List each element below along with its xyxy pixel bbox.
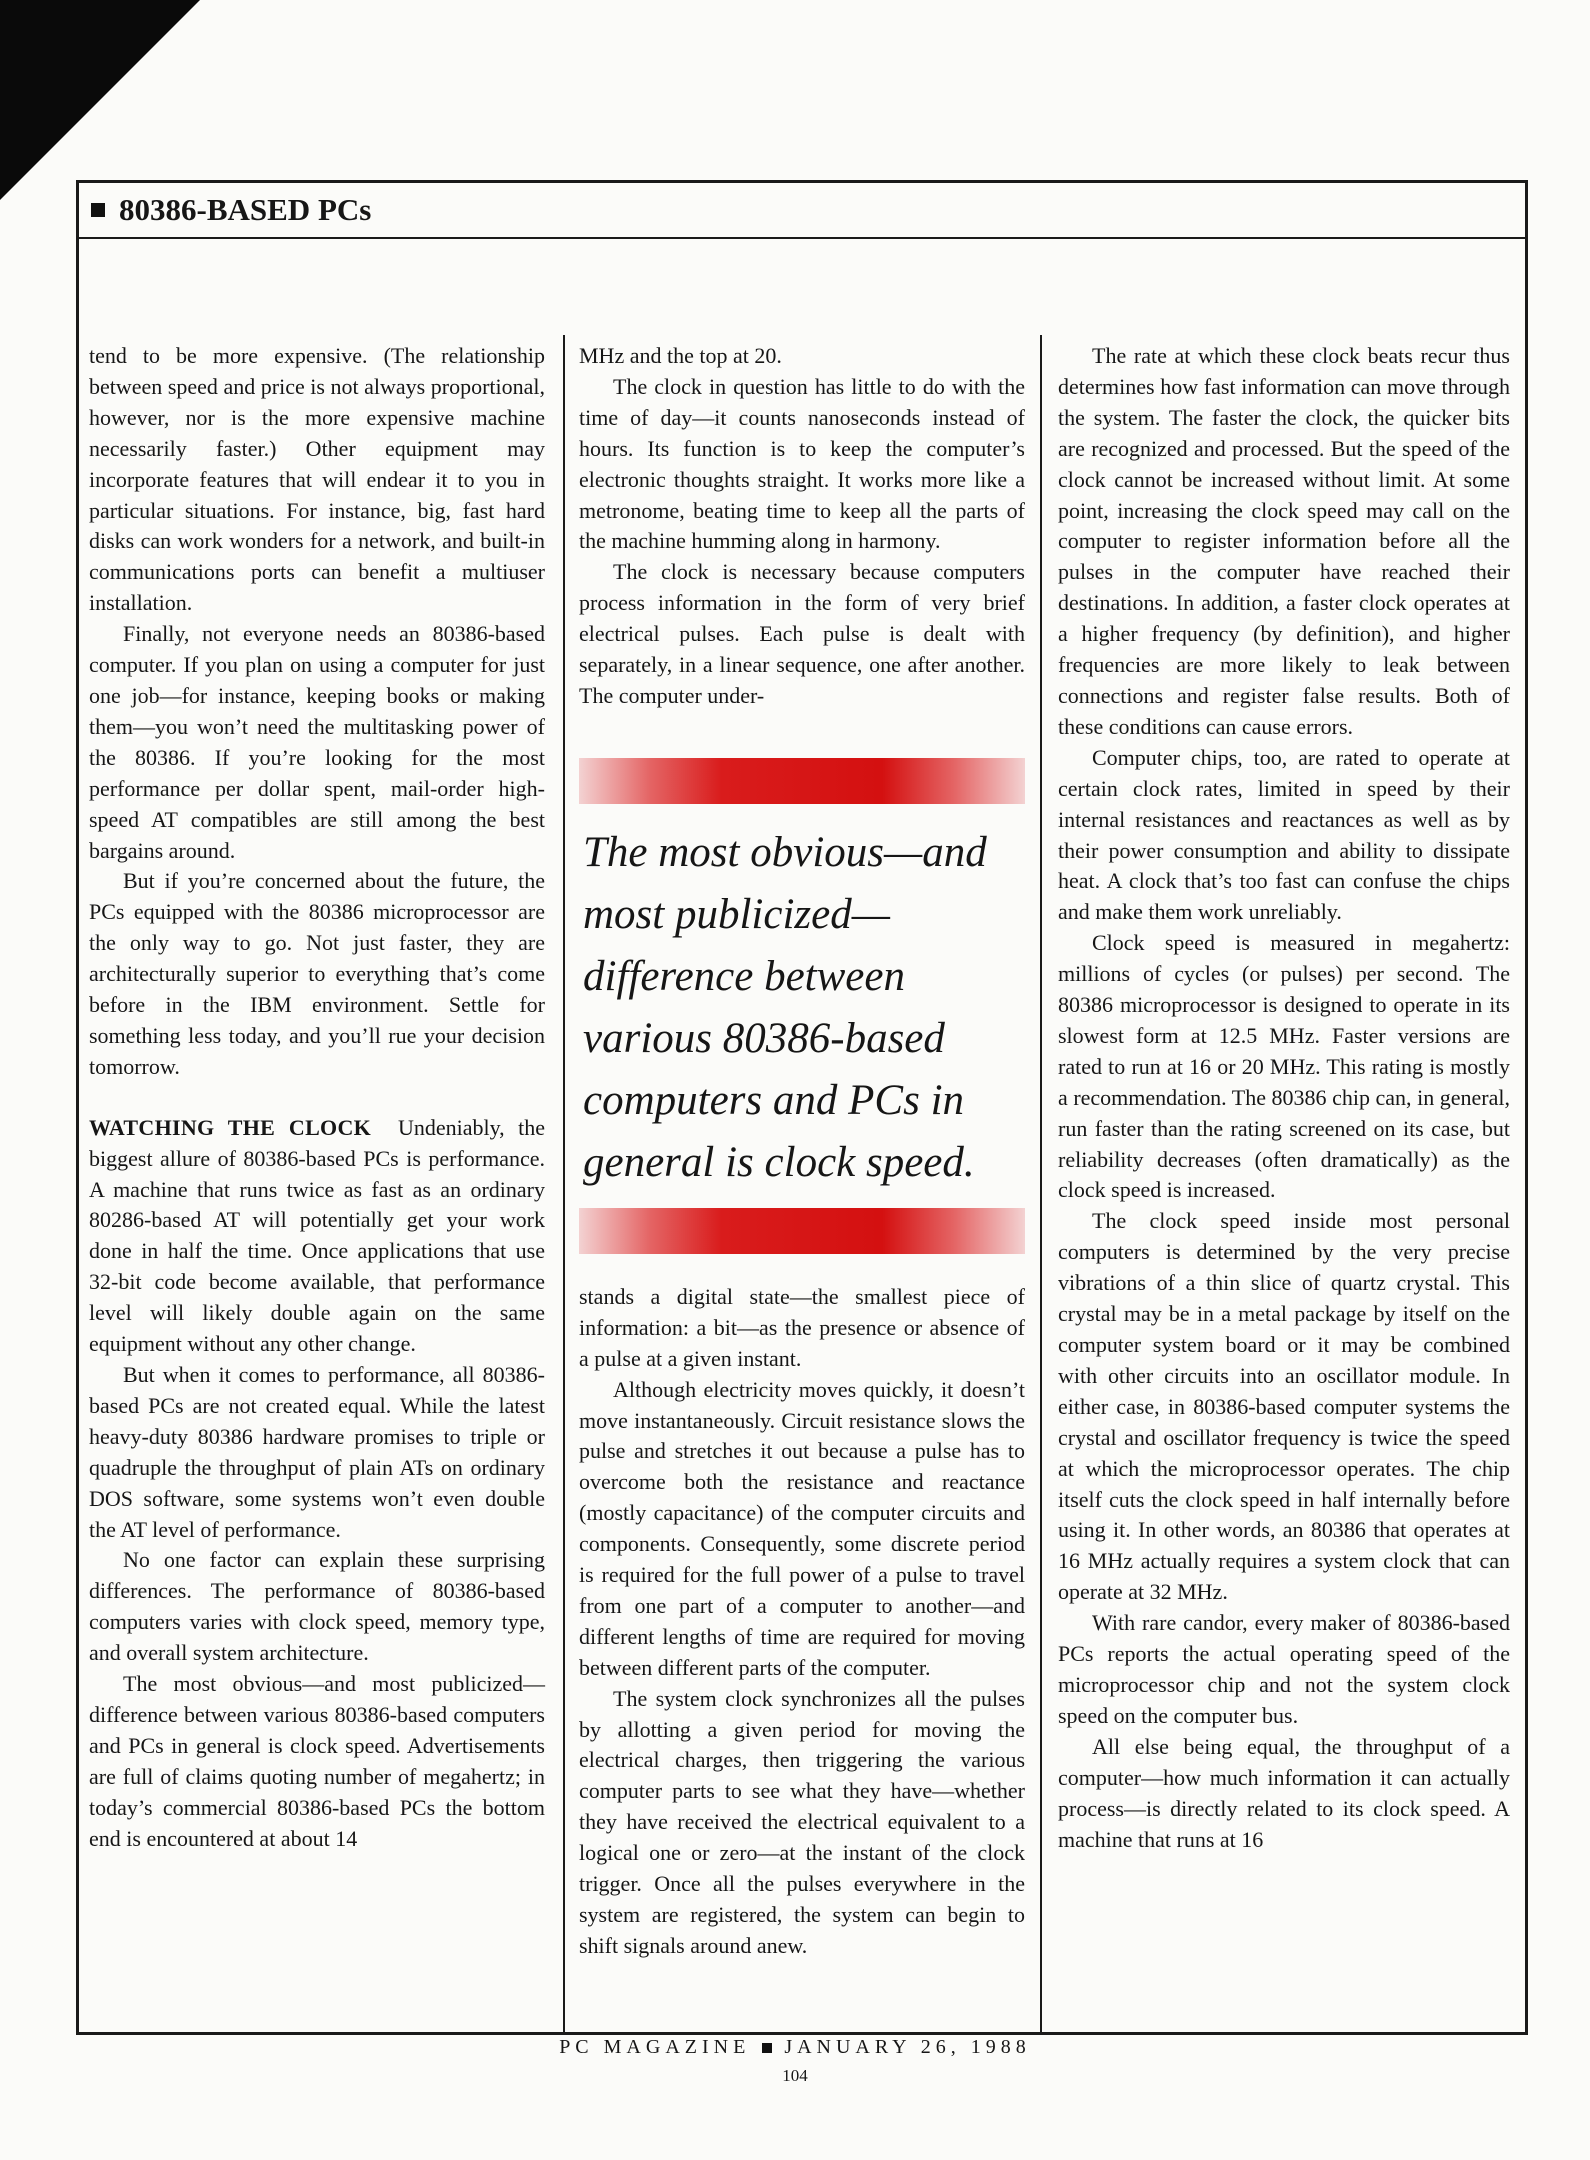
paragraph: Although electricity moves quickly, it doesn’t move instantaneously. Circuit resistance slows the pulse and stretches it out because a pulse has to overcome both the resistance and reactance (mostly capacitance) of the computer circuits and components. Consequently, some discrete period is required for the full power of a pulse to travel from one part of a computer to another—and different lengths of time are required for moving between different parts of the computer. xyxy=(579,1376,1025,1680)
article-column-3 xyxy=(1058,341,1510,1855)
issue-date: JANUARY 26, 1988 xyxy=(784,2036,1031,2058)
subhead: WATCHING THE CLOCK xyxy=(89,1114,372,1140)
paragraph-text: Undeniably, the biggest allure of 80386-based PCs is performance. A machine that runs twice as fast as an ordinary 80286-based AT will potentially get your work done in half the time. Once applications that use 32-bit code become available, that performance level will likely double again on the same equipment without any other change. xyxy=(89,1114,545,1357)
paragraph: The clock speed inside most personal computers is determined by the very precise vibrations of a thin slice of quartz crystal. This crystal may be in a metal package by itself on the computer system board or it may be combined with other circuits into an oscillator module. In either case, in 80386-based computer systems the crystal and oscillator frequency is twice the speed at which the microprocessor operates. The chip itself cuts the clock speed in half internally before using it. In other words, an 80386 that operates at 16 MHz actually requires a system clock that can operate at 32 MHz. xyxy=(1058,1208,1510,1605)
red-stripe-top xyxy=(579,758,1025,804)
corner-tab-mark xyxy=(0,0,200,200)
paragraph: Finally, not everyone needs an 80386-based computer. If you plan on using a computer for just one job—for instance, keeping books or making them—you won’t need the multitasking power of the 80386. If you’re looking for the most performance per dollar spent, mail-order high-speed AT compatibles are still among the best bargains around. xyxy=(89,621,545,863)
section-header xyxy=(79,183,1525,239)
square-separator-icon xyxy=(762,2043,772,2053)
page-footer xyxy=(0,2036,1590,2059)
magazine-name: PC MAGAZINE xyxy=(559,2036,751,2058)
paragraph: The clock in question has little to do with the time of day—it counts nanoseconds instead of hours. Its function is to keep the computer’s electronic thoughts straight. It works more like a metronome, beating time to keep all the parts of the machine humming along in harmony. xyxy=(579,373,1025,554)
paragraph: Clock speed is measured in megahertz: millions of cycles (or pulses) per second. The 80386 microprocessor is designed to operate in its slowest form at 12.5 MHz. Faster versions are rated to run at 16 or 20 MHz. This rating is mostly a recommendation. The 80386 chip can, in general, run faster than the rating screened on its case, but reliability decreases (often dramatically) as the clock speed is increased. xyxy=(1058,930,1510,1203)
column-divider xyxy=(563,335,565,2032)
paragraph: The most obvious—and most publicized—difference between various 80386-based computers and PCs in general is clock speed. Advertisements are full of claims quoting number of megahertz; in today’s commercial 80386-based PCs the bottom end is encountered at about 14 xyxy=(89,1671,545,1851)
paragraph: tend to be more expensive. (The relationship between speed and price is not always proportional, however, nor is the more expensive machine necessarily faster.) Other equipment may incorporate features that will endear it to you in particular situations. For instance, big, fast hard disks can work wonders for a network, and built-in communications ports can benefit a multiuser installation. xyxy=(89,343,545,616)
paragraph: Computer chips, too, are rated to operate at certain clock rates, limited in speed by their internal resistances and reactances as well as by their power consumption and ability to dissipate heat. A clock that’s too fast can confuse the chips and make them work unreliably. xyxy=(1058,744,1510,925)
paragraph: But when it comes to performance, all 80386-based PCs are not created equal. While the latest heavy-duty 80386 hardware promises to triple or quadruple the throughput of plain ATs on ordinary DOS software, some systems won’t even double the AT level of performance. xyxy=(89,1362,545,1542)
page-number: 104 xyxy=(782,2066,808,2085)
article-frame xyxy=(76,180,1528,2035)
paragraph: stands a digital state—the smallest piece of information: a bit—as the presence or absence of a pulse at a given instant. xyxy=(579,1283,1025,1371)
section-title: 80386-BASED PCs xyxy=(119,192,372,227)
paragraph: All else being equal, the throughput of a computer—how much information it can actually process—is directly related to its clock speed. A machine that runs at 16 xyxy=(1058,1733,1510,1852)
pull-quote xyxy=(579,758,1025,1254)
pull-quote-text: The most obvious—and most publicized—difference between various 80386-based computers and PCs in general is clock speed. xyxy=(583,828,987,1186)
article-column-1 xyxy=(89,341,545,1855)
paragraph: MHz and the top at 20. xyxy=(579,343,782,368)
paragraph: The rate at which these clock beats recur thus determines how fast information can move through the system. The faster the clock, the quicker bits are recognized and processed. But the speed of the clock cannot be increased without limit. At some point, increasing the clock speed may call on the computer to register information before all the pulses in the computer have reached their destinations. In addition, a faster clock operates at a higher frequency (by definition), and higher frequencies are more likely to leak between connections and register false results. Both of these conditions can cause errors. xyxy=(1058,343,1510,739)
column-divider xyxy=(1040,335,1042,2032)
paragraph: But if you’re concerned about the future, the PCs equipped with the 80386 microprocessor are the only way to go. Not just faster, they are architecturally superior to everything that’s come before in the IBM environment. Settle for something less today, and you’ll rue your decision tomorrow. xyxy=(89,868,545,1079)
article-column-2 xyxy=(579,341,1025,1962)
paragraph: The clock is necessary because computers process information in the form of very brief electrical pulses. Each pulse is dealt with separately, in a linear sequence, one after another. The computer under- xyxy=(579,559,1025,708)
paragraph-with-subhead xyxy=(89,1113,545,1360)
red-stripe-bottom xyxy=(579,1208,1025,1254)
paragraph: No one factor can explain these surprising differences. The performance of 80386-based computers varies with clock speed, memory type, and overall system architecture. xyxy=(89,1547,545,1666)
square-bullet-icon xyxy=(91,203,105,217)
paragraph: With rare candor, every maker of 80386-based PCs reports the actual operating speed of the microprocessor chip and not the system clock speed on the computer bus. xyxy=(1058,1610,1510,1728)
paragraph: The system clock synchronizes all the pulses by allotting a given period for moving the electrical charges, then triggering the various computer parts to see what they have—whether they have received the electrical equivalent to a logical one or zero—at the instant of the clock trigger. Once all the pulses everywhere in the system are registered, the system can begin to shift signals around anew. xyxy=(579,1685,1025,1958)
